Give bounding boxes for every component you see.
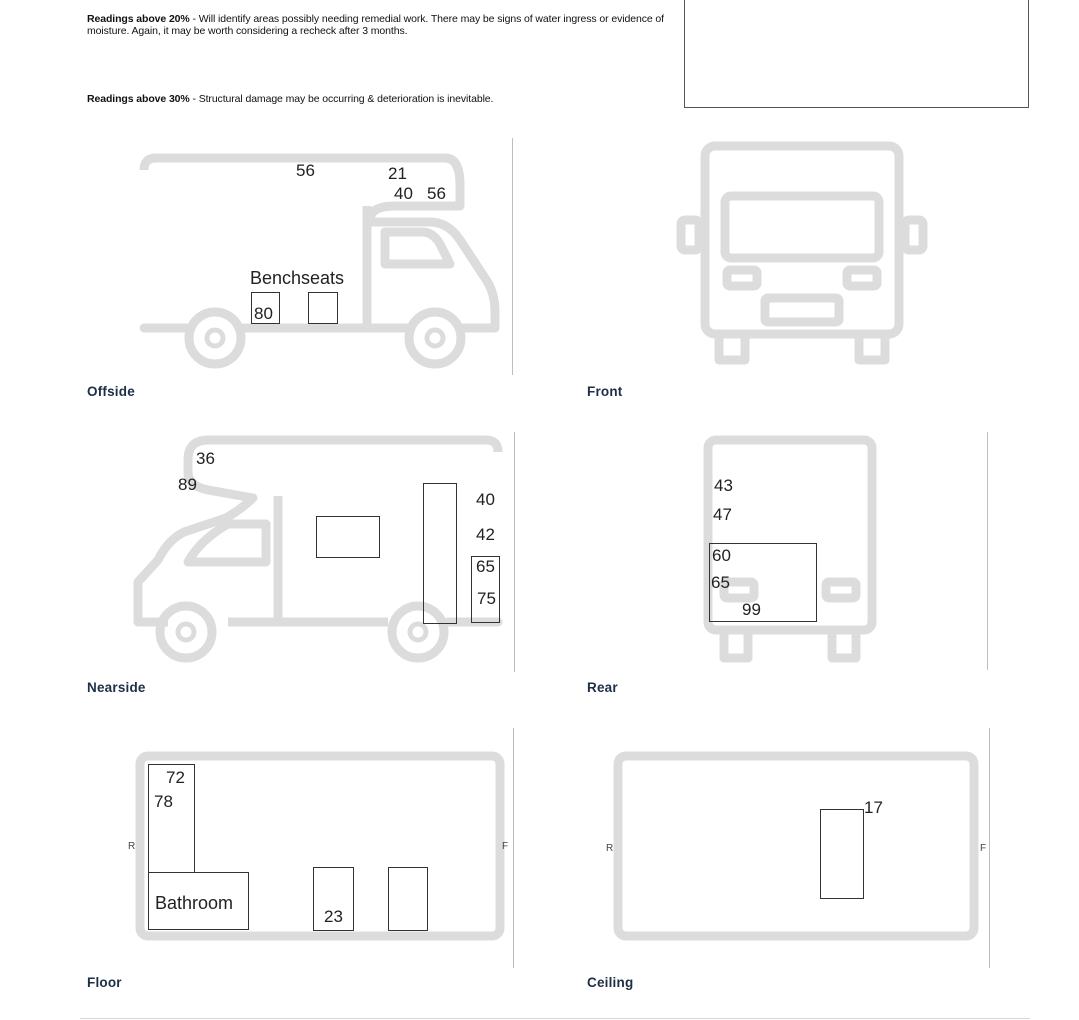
note-above-30-text: - Structural damage may be occurring & deterioration is inevitable.: [189, 93, 494, 105]
divider-ceiling-right: [989, 728, 990, 968]
floor-seat-marker-2: [388, 867, 428, 931]
caption-floor: Floor: [87, 975, 122, 990]
ceiling-reading-1: 17: [864, 798, 883, 817]
note-above-20-text: - Will identify areas possibly needing remedial work. There may be signs of water ingress or evidence of moisture. Again, it may be worth considering a recheck after 3 months.: [87, 13, 664, 37]
ceiling-diagram: [610, 748, 982, 943]
rear-reading-2: 47: [713, 505, 732, 524]
front-vehicle-outline-icon: [675, 138, 930, 370]
nearside-reading-4: 42: [476, 525, 495, 544]
nearside-reading-2: 89: [178, 475, 197, 494]
caption-offside: Offside: [87, 384, 135, 399]
floor-dir-rear: R: [128, 841, 136, 852]
nearside-reading-3: 40: [476, 490, 495, 509]
offside-benchseats-label: Benchseats: [250, 268, 345, 288]
note-above-20-label: Readings above 20%: [87, 13, 190, 25]
floor-reading-2: 78: [154, 792, 173, 811]
footer-divider: [80, 1018, 1030, 1019]
note-above-30-label: Readings above 30%: [87, 93, 190, 105]
divider-rear-right: [987, 432, 988, 670]
offside-reading-4: 56: [427, 184, 446, 203]
caption-nearside: Nearside: [87, 680, 146, 695]
offside-benchseat-marker-2: [308, 292, 338, 324]
floor-bathroom-label: Bathroom: [155, 893, 234, 913]
ceiling-plan-outline-icon: [610, 748, 982, 943]
offside-diagram: [130, 140, 510, 375]
caption-front: Front: [587, 384, 623, 399]
caption-rear: Rear: [587, 680, 618, 695]
floor-dir-front: F: [502, 841, 509, 852]
rear-reading-3: 60: [712, 546, 731, 565]
offside-reading-1: 56: [296, 161, 315, 180]
caption-ceiling: Ceiling: [587, 975, 634, 990]
nearside-reading-6: 75: [477, 589, 496, 608]
rear-reading-1: 43: [714, 476, 733, 495]
offside-reading-3: 40: [394, 184, 413, 203]
floor-reading-1: 72: [166, 768, 185, 787]
rear-reading-4: 65: [711, 573, 730, 592]
note-above-20: [87, 13, 667, 37]
divider-offside-front: [512, 138, 513, 375]
divider-nearside-rear: [514, 432, 515, 672]
nearside-door-marker: [423, 483, 457, 624]
rear-reading-5: 99: [742, 600, 761, 619]
offside-motorhome-outline-icon: [130, 140, 510, 375]
offside-reading-5: 80: [254, 304, 273, 323]
signature-box[interactable]: [684, 0, 1029, 108]
ceiling-dir-rear: R: [606, 843, 614, 854]
ceiling-skylight-marker: [820, 809, 864, 899]
note-above-30: [87, 93, 667, 105]
nearside-reading-5: 65: [476, 557, 495, 576]
floor-reading-3: 23: [324, 907, 343, 926]
nearside-window-marker: [316, 516, 380, 558]
nearside-reading-1: 36: [196, 449, 215, 468]
offside-reading-2: 21: [388, 164, 407, 183]
front-diagram: [675, 138, 930, 370]
ceiling-dir-front: F: [980, 843, 987, 854]
divider-floor-ceiling: [513, 728, 514, 968]
